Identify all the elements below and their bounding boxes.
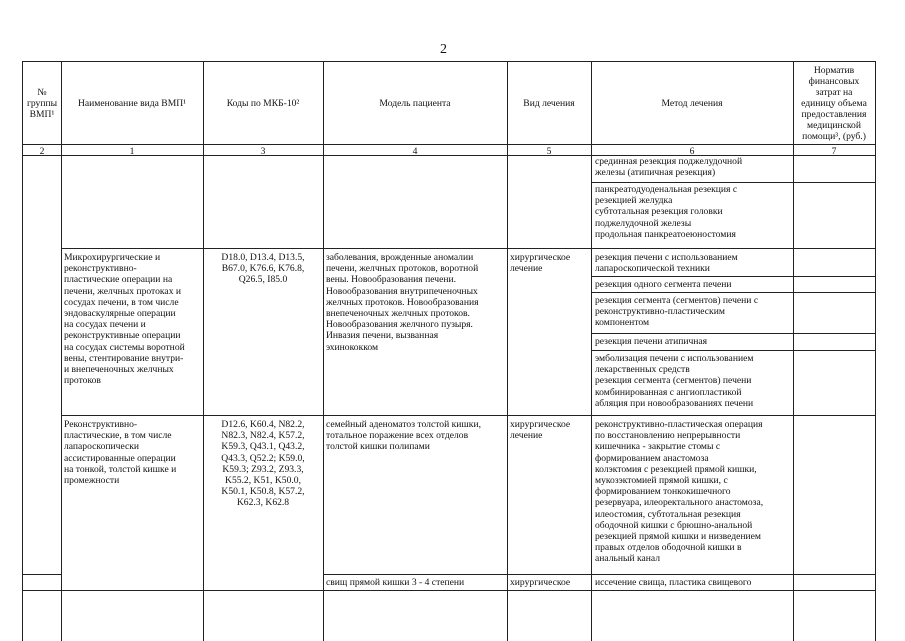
row-divider — [591, 182, 875, 183]
col-number: 2 — [39, 146, 45, 157]
icd-codes-cell: D12.6, K60.4, N82.2, N82.3, N82.4, K57.2, K59.3, Q43.1, Q43.2, Q43.3, Q52.2; K59.0, K59.3; Z93.2, Z93.3, K55.2, K51, K50.0, K50.1, K50.8, K57.2, K62.3, K62.8 — [221, 419, 305, 509]
patient-model-cell: свищ прямой кишки 3 - 4 степени — [326, 577, 465, 588]
header-vmp-name: Наименование вида ВМП¹ — [77, 97, 187, 109]
row-divider — [61, 248, 875, 249]
page-cut-line — [23, 590, 875, 591]
row-divider — [591, 292, 875, 293]
col-number: 5 — [546, 146, 552, 157]
method-cell: срединная резекция поджелудочной железы (атипичная резекция) — [595, 156, 743, 179]
patient-model-cell: заболевания, врожденные аномалии печени, желчных протоков, воротной вены. Новообразования печени. Новообразования внутрипеченочных желчных протоков. Новообразования внепеченочных желчных протоков. Новообразования желчного пузыря. Инвазия печени, вызванная эхинококком — [326, 252, 479, 353]
row-divider — [591, 350, 875, 351]
icd-codes-cell: D18.0, D13.4, D13.5, B67.0, K76.6, K76.8, Q26.5, I85.0 — [221, 252, 305, 286]
col-number: 6 — [689, 146, 695, 157]
method-cell: эмболизация печени с использованием лекарственных средств резекция сегмента (сегментов) печени комбинированная с ангиопластикой абляция при новообразованиях печени — [595, 353, 754, 409]
page-number: 2 — [440, 42, 447, 57]
row-divider — [591, 333, 875, 334]
header-method: Метод лечения — [661, 97, 723, 109]
vmp-table — [22, 61, 876, 641]
method-cell: иссечение свища, пластика свищевого — [595, 577, 752, 588]
treatment-type-cell: хирургическое — [510, 577, 571, 588]
row-divider — [61, 415, 875, 416]
row-divider — [591, 276, 875, 277]
col-number: 7 — [831, 146, 837, 157]
header-divider — [23, 144, 875, 145]
header-icd-codes: Коды по МКБ-10² — [226, 97, 300, 109]
header-treatment-type: Вид лечения — [523, 97, 575, 109]
vmp-name-cell: Микрохирургические и реконструктивно- пластические операции на печени, желчных протоках и сосудах печени, в том числе эндоваскулярные операции на сосудах печени и реконструктивные операции на сосудах системы воротной вены, стентирование внутри- и внепеченочных желчных протоков — [64, 252, 185, 387]
method-cell: резекция одного сегмента печени — [595, 279, 732, 290]
header-patient-model: Модель пациента — [379, 97, 451, 109]
method-cell: панкреатодуоденальная резекция с резекцией желудка субтотальная резекция головки поджелудочной железы продольная панкреатоеюностомия — [595, 184, 738, 240]
col-number: 4 — [412, 146, 418, 157]
method-cell: реконструктивно-пластическая операция по восстановлению непрерывности кишечника - закрытие стомы с формированием анастомоза колэктомия с резекцией прямой кишки, мукозэктомией прямой кишки, с формированием тонкокишечного резервуара, илеоректального анастомоза, илеостомия, субтотальная резекция ободочной кишки с брюшно-анальной резекцией прямой кишки и низведением правых отделов ободочной кишки в анальный канал — [595, 419, 764, 565]
row-divider — [323, 574, 875, 575]
vmp-name-cell: Реконструктивно- пластические, в том числе лапароскопически ассистированные операции на тонкой, толстой кишке и промежности — [64, 419, 177, 487]
method-cell: резекция печени с использованием лапароскопической техники — [595, 252, 738, 275]
method-cell: резекция сегмента (сегментов) печени с реконструктивно-пластическим компонентом — [595, 295, 759, 329]
row-divider — [23, 574, 61, 575]
method-cell: резекция печени атипичная — [595, 336, 708, 347]
treatment-type-cell: хирургическое лечение — [510, 252, 571, 275]
header-cost-norm: Норматив финансовых затрат на единицу объема предоставления медицинской помощи³, (руб.) — [801, 64, 867, 142]
col-number: 1 — [129, 146, 135, 157]
col-number: 3 — [260, 146, 266, 157]
treatment-type-cell: хирургическое лечение — [510, 419, 571, 442]
header-group-no: № группы ВМП¹ — [26, 86, 58, 120]
patient-model-cell: семейный аденоматоз толстой кишки, тотальное поражение всех отделов толстой кишки полипами — [326, 419, 481, 453]
